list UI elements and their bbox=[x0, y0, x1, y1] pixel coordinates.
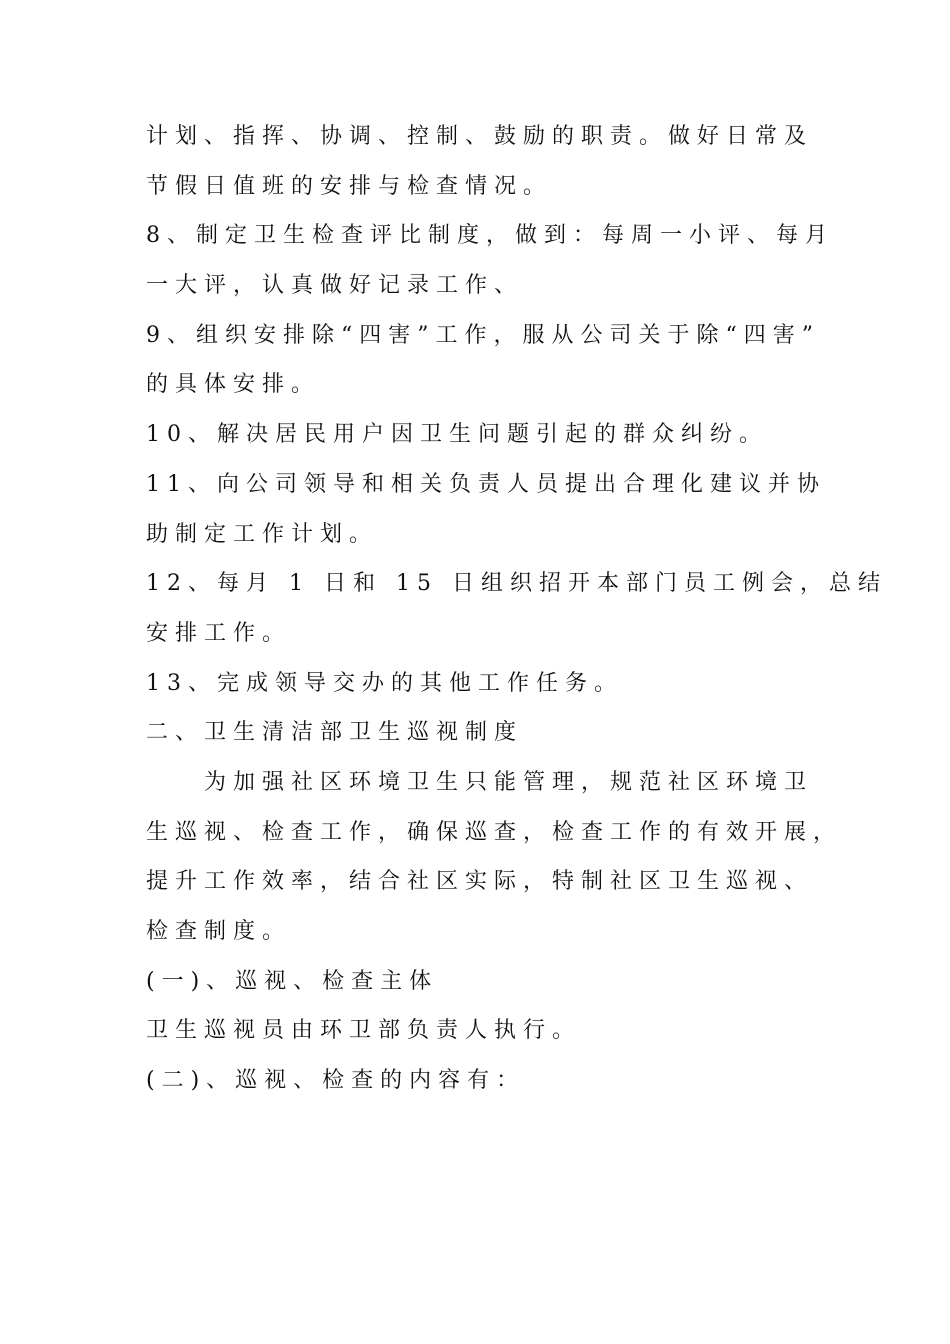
text-line: 助制定工作计划。 bbox=[146, 521, 379, 547]
text-line: 卫生巡视员由环卫部负责人执行。 bbox=[146, 1018, 582, 1044]
text-line: 安排工作。 bbox=[146, 620, 292, 646]
section-heading: 二、卫生清洁部卫生巡视制度 bbox=[146, 720, 524, 746]
text-line: 一大评，认真做好记录工作、 bbox=[146, 273, 524, 299]
text-line: 节假日值班的安排与检查情况。 bbox=[146, 173, 553, 199]
text-line: 提升工作效率，结合社区实际，特制社区卫生巡视、 bbox=[146, 869, 814, 895]
text-line: 为加强社区环境卫生只能管理，规范社区环境卫 bbox=[204, 769, 814, 795]
text-line: 11、向公司领导和相关负责人员提出合理化建议并协 bbox=[146, 471, 826, 497]
text-line: 13、完成领导交办的其他工作任务。 bbox=[146, 670, 623, 696]
subsection-heading: (一)、巡视、检查主体 bbox=[146, 968, 439, 994]
text-line: 的具体安排。 bbox=[146, 372, 321, 398]
text-line: 检查制度。 bbox=[146, 919, 292, 944]
text-line: 9、组织安排除“四害”工作，服从公司关于除“四害” bbox=[146, 322, 820, 348]
text-line: 计划、指挥、协调、控制、鼓励的职责。做好日常及 bbox=[146, 124, 814, 149]
text-line: 生巡视、检查工作，确保巡查，检查工作的有效开展， bbox=[146, 819, 843, 845]
document-body bbox=[146, 112, 887, 1106]
text-line: 10、解决居民用户因卫生问题引起的群众纠纷。 bbox=[146, 422, 768, 448]
text-line: 8、制定卫生检查评比制度，做到：每周一小评、每月 bbox=[146, 223, 834, 249]
text-line: 12、每月 1 日和 15 日组织招开本部门员工例会，总结 bbox=[146, 571, 887, 597]
subsection-heading: (二)、巡视、检查的内容有： bbox=[146, 1068, 526, 1094]
